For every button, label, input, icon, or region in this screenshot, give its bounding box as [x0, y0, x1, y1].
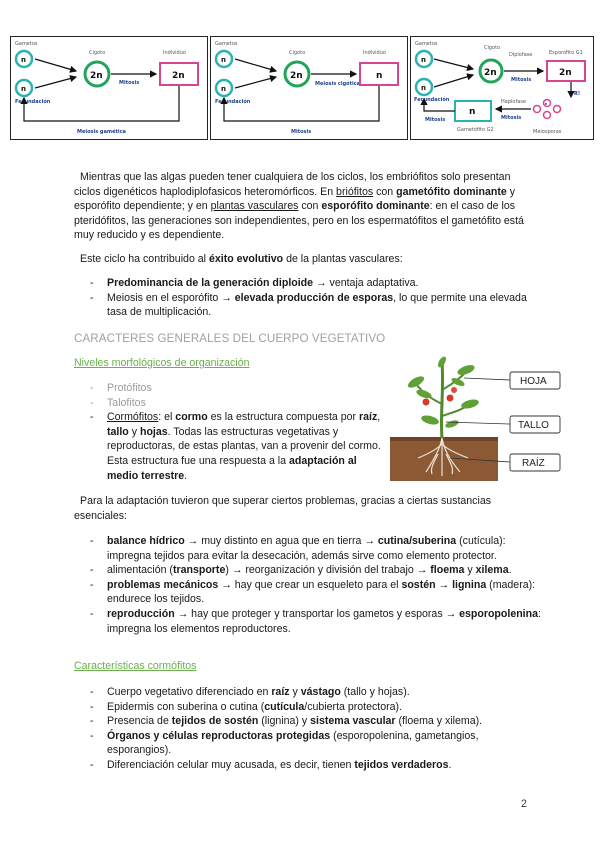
list-item: [90, 685, 542, 700]
spore-cell: [554, 106, 561, 113]
list-item: [90, 291, 534, 320]
item-text: (tallo y hojas).: [340, 686, 410, 698]
bullet-text: y: [464, 564, 476, 577]
tomato-icon: [423, 399, 430, 406]
list-item: [90, 758, 542, 773]
caracteristicas-list: [90, 685, 542, 773]
list-item: [90, 381, 382, 396]
spore-cell: [544, 112, 551, 119]
list-item: [90, 410, 382, 483]
mitosis-mid-label: Mitosis: [501, 115, 522, 121]
protofitos-item: Protófitos: [107, 382, 152, 394]
bullet-bold: reproducción: [107, 607, 175, 620]
item-bold: Órganos y células reproductoras protegidas: [107, 729, 331, 742]
gamete-2-ploidy: n: [221, 85, 226, 93]
zygote-label: Cigoto: [484, 45, 501, 51]
fertilization-label: Fecundación: [215, 99, 251, 105]
cormofitos-text: . Todas las estructuras vegetativas y reproductoras, de estas plantas, van a provenir del cormo. Esta estructura fue una respuesta a la: [107, 425, 381, 467]
fertilization-label: Fecundación: [414, 97, 450, 103]
hoja-label: HOJA: [520, 376, 547, 387]
evolution-text: de la plantas vasculares:: [283, 253, 403, 265]
meiosis-label: R!: [574, 91, 581, 97]
intro-text: : en el caso de los pteridófitos, las generaciones son independientes, pero en los espermatófitos el gametófito está muy reducido y es dependiente.: [74, 200, 524, 242]
sporophyte-ploidy: 2n: [559, 68, 572, 78]
page-number: 2: [521, 798, 527, 810]
adaptation-intro: Para la adaptación tuvieron que superar ciertos problemas, gracias a ciertas sustancias esenciales:: [74, 495, 492, 522]
niveles-subheading: Niveles morfológicos de organización: [74, 357, 250, 369]
bullet-bold: balance hídrico: [107, 535, 185, 547]
item-text: Presencia de: [107, 715, 172, 728]
gametophyte-label: Gametófito G2: [457, 127, 494, 133]
gamete-1-ploidy: n: [21, 56, 26, 64]
list-item: [90, 396, 382, 411]
evolution-bullets: [90, 276, 534, 320]
bullet-bold: sostén: [401, 578, 436, 591]
bullet-text: : impregna los elementos reproductores.: [107, 607, 541, 635]
item-bold: sistema vascular: [310, 715, 396, 728]
item-text: (lignina) y: [258, 715, 311, 728]
division-label: Mitosis: [511, 77, 532, 83]
evolution-paragraph: [74, 252, 534, 267]
briofitos-term: briófitos: [336, 185, 374, 198]
item-text: Diferenciación celular muy acusada, es decir, tienen: [107, 758, 355, 771]
arrow-gamete1-zygote: [235, 59, 276, 71]
sporophyte-label: Esporófito G1: [549, 50, 583, 56]
item-text: y: [289, 686, 301, 698]
plant-illustration: [390, 354, 568, 484]
individual-ploidy: 2n: [172, 71, 185, 81]
stem-icon: [441, 360, 442, 438]
item-bold: tejidos verdaderos: [354, 758, 449, 771]
item-bold: raíz: [271, 686, 290, 698]
arrow-gamete1-zygote: [434, 59, 473, 69]
spore-ploidy: n: [545, 102, 548, 106]
gametophyte-ploidy: n: [469, 107, 476, 117]
gametes-label: Gametos: [415, 41, 438, 47]
bullet-text: →: [435, 578, 453, 591]
item-text: (esporopolenina, gametangios, esporangios).: [107, 729, 479, 757]
tallo-term: tallo: [107, 425, 129, 438]
zygote-label: Cigoto: [89, 50, 106, 56]
bullet-text: (madera): endurece los tejidos.: [107, 578, 536, 606]
bullet-bold: elevada producción de esporas: [234, 291, 394, 304]
return-label: Mitosis: [291, 129, 312, 135]
exito-evolutivo-term: éxito evolutivo: [208, 253, 284, 265]
arrow-gamete2-zygote: [434, 75, 473, 87]
hojas-term: hojas: [139, 425, 168, 438]
talofitos-item: Talofitos: [107, 396, 146, 409]
diagram-3-svg: [411, 37, 593, 139]
bullet-bold: lignina: [452, 578, 487, 591]
intro-text: Mientras que las algas pueden tener cualquiera de los ciclos, los embriófitos solo presentan ciclos digenéticos haplodiplofasicos heteromórficos. En: [74, 171, 511, 198]
diagram-1-svg: [11, 37, 207, 139]
life-cycle-diagram-3: [410, 36, 594, 140]
intro-text: con: [298, 200, 322, 213]
bullet-bold: cutina/suberina: [377, 535, 457, 547]
spore-cell: [534, 106, 541, 113]
bullet-text: .: [508, 564, 512, 577]
list-item: [90, 276, 534, 291]
gamete-2-ploidy: n: [421, 84, 426, 92]
adaptation-list: [90, 534, 542, 636]
list-item: [90, 700, 542, 715]
soil: [390, 437, 498, 481]
life-cycle-diagram-1: [10, 36, 208, 140]
item-bold: tejidos de sostén: [171, 715, 259, 728]
item-text: .: [448, 758, 452, 771]
meiospores-label: Meiosporas: [533, 129, 562, 135]
raiz-label: RAÍZ: [522, 458, 545, 469]
item-text: Epidermis con suberina o cutina (: [107, 700, 265, 713]
arrow-gamete1-zygote: [35, 59, 76, 71]
arrow-gamete2-zygote: [235, 77, 276, 88]
list-item: [90, 729, 542, 758]
gamete-2-ploidy: n: [21, 85, 26, 93]
tomato-icon: [451, 387, 457, 393]
esporofito-dominante-term: esporófito dominante: [321, 200, 430, 213]
intro-text: con: [373, 185, 397, 198]
zygote-ploidy: 2n: [90, 71, 103, 81]
gametes-label: Gametos: [215, 41, 238, 47]
gamete-1-ploidy: n: [421, 56, 426, 64]
cormofitos-text: ,: [377, 411, 381, 424]
bullet-text: Meiosis en el esporófito →: [107, 291, 235, 304]
bullet-text: (cutícula): impregna tejidos para evitar la desecación, además sirve como elemento protector.: [107, 535, 506, 562]
individual-label: Individuo: [163, 50, 186, 56]
zygote-ploidy: 2n: [484, 68, 497, 78]
cormo-term: cormo: [175, 411, 208, 424]
item-bold: cutícula: [264, 700, 305, 713]
division-label: Mitosis: [119, 80, 140, 86]
gamete-1-ploidy: n: [221, 56, 226, 64]
diplophase-label: Diplofase: [509, 52, 533, 58]
life-cycle-diagram-2: [210, 36, 408, 140]
gametes-label: Gametos: [15, 41, 38, 47]
cormofitos-text: es la estructura compuesta por: [207, 411, 360, 424]
bullet-bold: esporopolenina: [459, 607, 538, 620]
bullet-text: alimentación (: [107, 564, 173, 577]
list-item: [90, 534, 542, 563]
haplophase-label: Haplofase: [501, 99, 526, 105]
division-label: Meiosis cigótica: [315, 81, 361, 87]
diagram-2-svg: [211, 37, 407, 139]
cormofitos-text: .: [184, 469, 188, 482]
intro-paragraph: [74, 170, 534, 243]
mitosis-left-label: Mitosis: [425, 117, 446, 123]
bullet-text: , lo que permite una elevada tasa de multiplicación.: [107, 291, 527, 319]
gametofito-dominante-term: gametófito dominante: [396, 185, 507, 198]
section-heading: CARACTERES GENERALES DEL CUERPO VEGETATIVO: [74, 332, 386, 345]
niveles-list: [90, 381, 382, 483]
tomato-icon: [447, 395, 454, 402]
plantas-vasculares-term: plantas vasculares: [210, 200, 299, 213]
adaptacion-term: adaptación al medio terrestre: [107, 454, 357, 482]
zygote-label: Cigoto: [289, 50, 306, 56]
evolution-text: Este ciclo ha contribuido al: [80, 253, 209, 265]
list-item: [90, 563, 542, 578]
bullet-bold: problemas mecánicos: [107, 578, 219, 591]
list-item: [90, 578, 542, 607]
tallo-label: TALLO: [518, 420, 549, 431]
intro-text: y esporófito dependiente; y en: [74, 185, 516, 213]
bullet-text: → hay que crear un esqueleto para el: [218, 578, 402, 591]
raiz-term: raíz: [359, 411, 378, 424]
individual-label: Individuo: [363, 50, 386, 56]
cormofitos-term: Cormófitos: [107, 411, 159, 424]
return-label: Meiosis gamética: [77, 129, 126, 135]
item-text: /cubierta protectora).: [304, 700, 403, 713]
plant-svg: [390, 354, 568, 484]
list-item: [90, 607, 542, 636]
item-bold: vástago: [300, 686, 341, 698]
bullet-text: ) → reorganización y división del trabajo →: [225, 564, 431, 577]
bullet-bold: xilema: [475, 564, 509, 577]
arrow-gamete2-zygote: [35, 77, 76, 88]
item-text: (floema y xilema).: [395, 715, 483, 728]
bullet-text: → muy distinto en agua que en tierra →: [184, 535, 378, 547]
hoja-pointer: [464, 378, 510, 380]
list-item: [90, 714, 542, 729]
soil-surface: [390, 437, 498, 441]
caracteristicas-subheading: Características cormófitos: [74, 660, 197, 672]
cormofitos-text: : el: [158, 411, 176, 424]
bullet-bold: floema: [430, 564, 465, 577]
bullet-bold: Predominancia de la generación diploide: [107, 277, 314, 289]
bullet-text: → ventaja adaptativa.: [313, 277, 419, 289]
item-text: Cuerpo vegetativo diferenciado en: [107, 686, 272, 698]
bullet-text: → hay que proteger y transportar los gametos y esporas →: [174, 607, 460, 620]
individual-ploidy: n: [376, 71, 383, 81]
bullet-bold: transporte: [172, 564, 226, 577]
fertilization-label: Fecundación: [15, 99, 51, 105]
zygote-ploidy: 2n: [290, 71, 303, 81]
cormofitos-text: y: [128, 425, 140, 438]
